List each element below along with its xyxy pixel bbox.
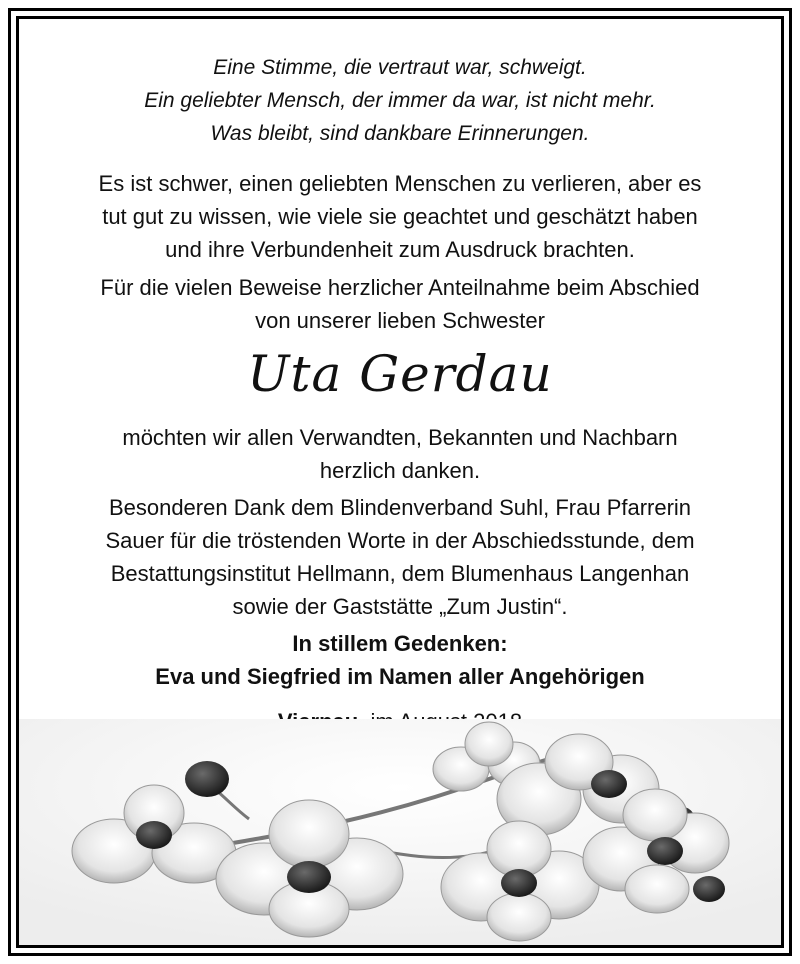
verse: [19, 51, 781, 150]
text-line: Besonderen Dank dem Blindenverband Suhl, Frau Pfarrerin: [108, 495, 692, 520]
text-line: möchten wir allen Verwandten, Bekannten und Nachbarn: [122, 425, 678, 450]
text-line: Bestattungsinstitut Hellmann, dem Blumenhaus Langenhan: [110, 561, 690, 586]
text-line: und ihre Verbundenheit zum Ausdruck brachten.: [165, 237, 635, 262]
obituary-card: [16, 16, 784, 948]
condolence-paragraph: [19, 167, 781, 266]
closing-line: Eva und Siegfried im Namen aller Angehörigen: [155, 664, 645, 689]
verse-line: Was bleibt, sind dankbare Erinnerungen.: [210, 122, 590, 145]
closing-signature: [19, 627, 781, 693]
closing-line: In stillem Gedenken:: [292, 631, 508, 656]
verse-line: Ein geliebter Mensch, der immer da war, ist nicht mehr.: [144, 89, 656, 112]
text-line: Es ist schwer, einen geliebten Menschen zu verlieren, aber es: [98, 171, 702, 196]
text-line: Sauer für die tröstenden Worte in der Abschiedsstunde, dem: [105, 528, 695, 553]
verse-line: Eine Stimme, die vertraut war, schweigt.: [213, 56, 587, 79]
deceased-name: Uta Gerdau: [247, 345, 553, 403]
thanks-intro: [19, 271, 781, 337]
thanks-statement: [19, 421, 781, 487]
text-line: sowie der Gaststätte „Zum Justin“.: [232, 594, 568, 619]
special-thanks: [19, 491, 781, 623]
orchid-illustration: [19, 719, 781, 948]
text-line: tut gut zu wissen, wie viele sie geachtet und geschätzt haben: [102, 204, 698, 229]
text-line: Für die vielen Beweise herzlicher Anteilnahme beim Abschied: [100, 275, 700, 300]
text-line: von unserer lieben Schwester: [255, 308, 545, 333]
text-line: herzlich danken.: [319, 458, 481, 483]
